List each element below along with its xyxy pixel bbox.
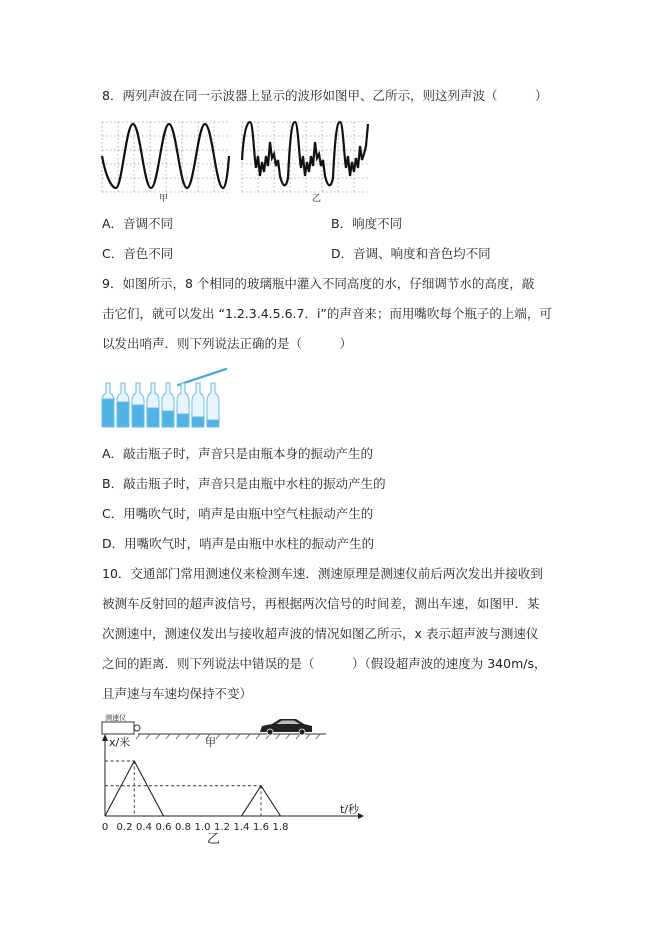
chart-ylabel: x/米 [109,736,131,749]
bottle-7 [192,383,204,427]
q9-stem-line2: 击它们，就可以发出 “1.2.3.4.5.6.7．i”的声音来；而用嘴吹每个瓶子的上端，可 [102,306,552,321]
q10-stem-line3: 次测速中，测速仪发出与接收超声波的情况如图乙所示，x 表示超声波与测速仪 [102,626,539,641]
bottle-5 [162,383,174,427]
chart-caption-yi: 乙 [207,832,221,847]
q8-stem: 8．两列声波在同一示波器上显示的波形如图甲、乙所示，则这列声波（ ） [102,88,548,103]
q9-option-b[interactable]: B．敲击瓶子时，声音只是由瓶中水柱的振动产生的 [102,476,386,491]
q10-xt-chart [96,732,366,844]
q9-option-d[interactable]: D．用嘴吹气时，哨声是由瓶中水柱的振动产生的 [102,536,375,551]
x-tick-label: 1.2 [214,822,230,833]
x-tick-label: 1.8 [272,822,289,833]
bottle-2 [117,383,129,427]
q9-stem-line1: 9．如图所示，8 个相同的玻璃瓶中灌入不同高度的水，仔细调节水的高度，敲 [102,276,535,291]
bottle-group [102,383,219,427]
q9-stem-line3: 以发出哨声．则下列说法正确的是（ ） [102,336,353,351]
q10-stem-line5: 且声速与车速均保持不变） [102,686,253,701]
fig-label-jia-q10: 甲 [205,736,216,749]
x-tick-label: 1.0 [194,822,211,833]
y-axis-arrow [102,734,108,741]
x-tick-label: 0.6 [155,822,172,833]
x-tick-label: 0.2 [116,822,133,833]
q8-option-d[interactable]: D．音调、响度和音色均不同 [331,246,491,261]
bottle-3 [132,383,144,427]
q9-option-a[interactable]: A．敲击瓶子时，声音只是由瓶本身的振动产生的 [102,446,374,461]
q10-stem-line1: 10．交通部门常用测速仪来检测车速．测速原理是测速仪前后两次发出并接收到 [102,566,543,581]
series-second-pulse [242,786,281,816]
x-tick-label: 0.4 [136,822,152,833]
chart-xlabel: t/秒 [340,803,360,816]
q8-option-a[interactable]: A．音调不同 [102,216,174,231]
q8-option-b[interactable]: B．响度不同 [331,216,403,231]
fig-label-jia: 甲 [159,194,169,204]
q8-oscilloscope-figure [100,116,370,208]
q10-stem-line2: 被测车反射回的超声波信号，再根据两次信号的时间差，测出车速，如图甲．某 [102,596,540,611]
q9-bottles-figure [100,365,230,431]
speed-gun-lens [134,725,140,731]
x-tick-label: 1.4 [233,822,250,833]
x-tick-label: 0 [101,822,109,833]
wave-jia [102,124,229,188]
q9-option-c[interactable]: C．用嘴吹气时，哨声是由瓶中空气柱振动产生的 [102,506,374,521]
xt-chart-svg [96,732,366,844]
bottle-1 [102,383,114,427]
x-tick-label: 0.8 [175,822,191,833]
bottle-6 [177,383,189,427]
wave-yi [242,122,368,185]
q10-stem-line4: 之间的距离．则下列说法中错误的是（ ）（假设超声波的速度为 340m/s， [102,656,547,671]
bottle-4 [147,383,159,427]
speed-gun-label: 测速仪 [105,714,126,722]
q8-option-c[interactable]: C．音色不同 [102,246,174,261]
x-tick-label: 1.6 [253,822,269,833]
bottle-8 [207,383,219,427]
fig-label-yi: 乙 [312,194,322,204]
